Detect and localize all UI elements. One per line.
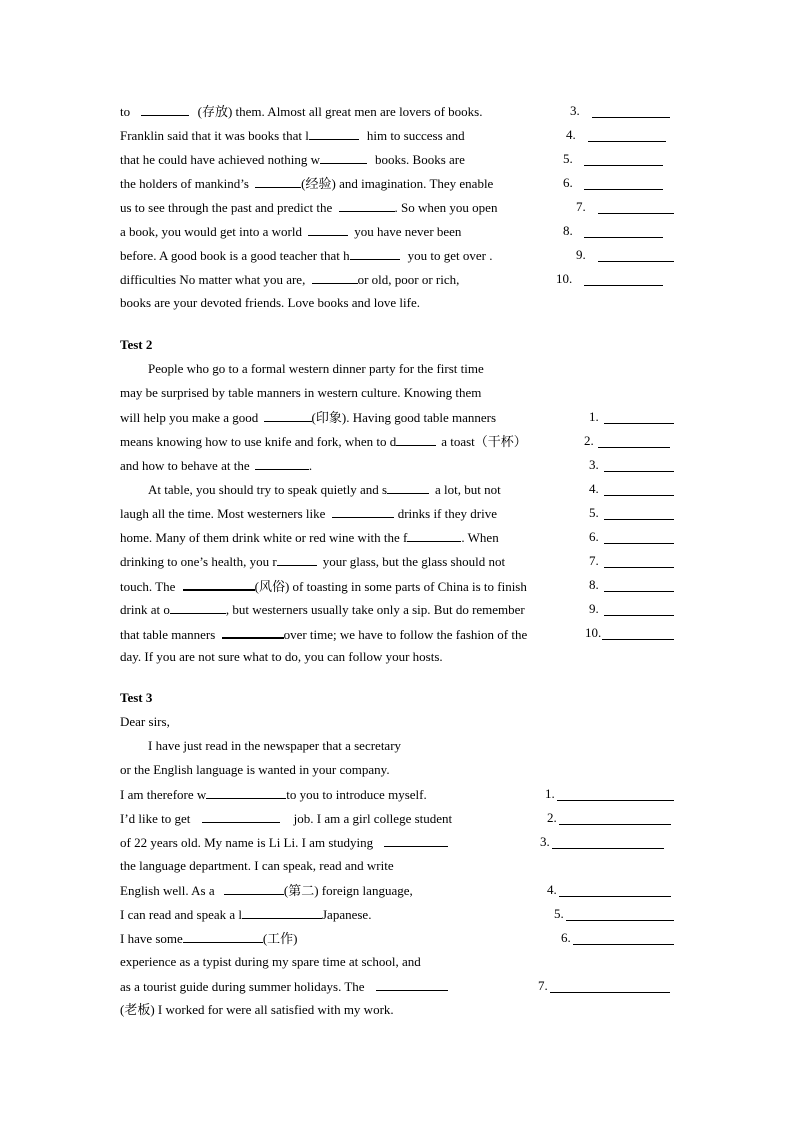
answer-blank[interactable] bbox=[598, 261, 674, 262]
text-line: I have some (工作) bbox=[120, 931, 298, 946]
text-line: that he could have achieved nothing w books. Books are bbox=[120, 152, 465, 167]
answer-number: 2. bbox=[584, 433, 594, 448]
answer-number: 8. bbox=[589, 577, 599, 592]
answer-blank[interactable] bbox=[584, 285, 663, 286]
answer-blank[interactable] bbox=[604, 591, 674, 592]
answer-blank[interactable] bbox=[559, 896, 671, 897]
answer-number: 4. bbox=[547, 882, 557, 897]
answer-blank[interactable] bbox=[598, 447, 670, 448]
answer-number: 2. bbox=[547, 810, 557, 825]
inline-blank[interactable] bbox=[384, 834, 448, 847]
inline-blank[interactable] bbox=[222, 625, 284, 639]
inline-blank[interactable] bbox=[312, 271, 358, 284]
answer-blank[interactable] bbox=[584, 237, 663, 238]
text-line: laugh all the time. Most westerners like drinks if they drive bbox=[120, 506, 497, 521]
answer-number: 7. bbox=[538, 978, 548, 993]
text-line: as a tourist guide during summer holidays. The bbox=[120, 978, 448, 995]
text-line: means knowing how to use knife and fork, when to d a toast（干杯） bbox=[120, 434, 527, 449]
answer-number: 10. bbox=[585, 625, 602, 640]
inline-blank[interactable] bbox=[308, 223, 348, 236]
text-line: Dear sirs, bbox=[120, 714, 170, 729]
answer-number: 10. bbox=[556, 271, 573, 286]
inline-blank[interactable] bbox=[141, 103, 189, 116]
answer-number: 3. bbox=[589, 457, 599, 472]
inline-blank[interactable] bbox=[407, 529, 461, 542]
answer-number: 1. bbox=[545, 786, 555, 801]
text-line: At table, you should try to speak quietly and s a lot, but not bbox=[148, 482, 501, 497]
answer-blank[interactable] bbox=[604, 615, 674, 616]
text-line: difficulties No matter what you are, or old, poor or rich, bbox=[120, 272, 460, 287]
text-line: People who go to a formal western dinner party for the first time bbox=[148, 361, 484, 376]
answer-blank[interactable] bbox=[550, 992, 670, 993]
inline-blank[interactable] bbox=[376, 978, 448, 991]
answer-number: 3. bbox=[570, 103, 580, 118]
answer-number: 3. bbox=[540, 834, 550, 849]
text-line: drinking to one’s health, you r your glass, but the glass should not bbox=[120, 554, 506, 569]
inline-blank[interactable] bbox=[387, 481, 429, 494]
text-line: English well. As a (第二) foreign language, bbox=[120, 883, 413, 898]
answer-blank[interactable] bbox=[566, 920, 674, 921]
text-line: or the English language is wanted in your company. bbox=[120, 762, 390, 777]
inline-blank[interactable] bbox=[277, 553, 317, 566]
text-line: will help you make a good (印象). Having good table manners bbox=[120, 410, 497, 425]
inline-blank[interactable] bbox=[396, 433, 436, 446]
text-line: us to see through the past and predict the . So when you open bbox=[120, 200, 498, 215]
text-line: books are your devoted friends. Love books and love life. bbox=[120, 295, 421, 310]
answer-blank[interactable] bbox=[573, 944, 674, 945]
text-line: the language department. I can speak, read and write bbox=[120, 858, 394, 873]
text-line: to (存放) them. Almost all great men are lovers of books. bbox=[120, 104, 483, 119]
answer-blank[interactable] bbox=[559, 824, 671, 825]
inline-blank[interactable] bbox=[202, 810, 280, 823]
inline-blank[interactable] bbox=[264, 409, 312, 422]
answer-blank[interactable] bbox=[604, 495, 674, 496]
answer-number: 6. bbox=[561, 930, 571, 945]
answer-number: 4. bbox=[566, 127, 576, 142]
inline-blank[interactable] bbox=[332, 505, 394, 518]
inline-blank[interactable] bbox=[255, 457, 309, 470]
answer-number: 1. bbox=[589, 409, 599, 424]
text-line: the holders of mankind’s (经验) and imagination. They enable bbox=[120, 176, 494, 191]
answer-number: 5. bbox=[589, 505, 599, 520]
section-heading: Test 2 bbox=[120, 337, 153, 352]
text-line: I am therefore w to you to introduce myself. bbox=[120, 787, 427, 802]
answer-blank[interactable] bbox=[602, 639, 674, 640]
text-line: of 22 years old. My name is Li Li. I am studying bbox=[120, 834, 448, 851]
answer-number: 7. bbox=[589, 553, 599, 568]
inline-blank[interactable] bbox=[183, 930, 263, 943]
text-line: a book, you would get into a world you have never been bbox=[120, 224, 462, 239]
answer-blank[interactable] bbox=[598, 213, 674, 214]
inline-blank[interactable] bbox=[242, 906, 322, 919]
answer-blank[interactable] bbox=[552, 848, 664, 849]
answer-blank[interactable] bbox=[584, 165, 663, 166]
text-line: (老板) I worked for were all satisfied with my work. bbox=[120, 1002, 394, 1017]
answer-number: 8. bbox=[563, 223, 573, 238]
answer-blank[interactable] bbox=[557, 800, 674, 801]
inline-blank[interactable] bbox=[339, 199, 395, 212]
inline-blank[interactable] bbox=[309, 127, 359, 140]
text-line: day. If you are not sure what to do, you can follow your hosts. bbox=[120, 649, 443, 664]
text-line: Franklin said that it was books that l him to success and bbox=[120, 128, 465, 143]
text-line: I have just read in the newspaper that a secretary bbox=[148, 738, 402, 753]
answer-number: 6. bbox=[589, 529, 599, 544]
text-line: drink at o , but westerners usually take only a sip. But do remember bbox=[120, 602, 525, 617]
text-line: and how to behave at the . bbox=[120, 458, 313, 473]
text-line: that table manners over time; we have to follow the fashion of the bbox=[120, 627, 528, 642]
text-line: experience as a typist during my spare time at school, and bbox=[120, 954, 421, 969]
answer-blank[interactable] bbox=[604, 543, 674, 544]
answer-number: 4. bbox=[589, 481, 599, 496]
text-line: may be surprised by table manners in western culture. Knowing them bbox=[120, 385, 482, 400]
section-heading: Test 3 bbox=[120, 690, 153, 705]
inline-blank[interactable] bbox=[170, 601, 226, 614]
answer-number: 7. bbox=[576, 199, 586, 214]
inline-blank[interactable] bbox=[224, 882, 284, 895]
answer-blank[interactable] bbox=[604, 471, 674, 472]
text-line: I’d like to get job. I am a girl college student bbox=[120, 811, 453, 826]
answer-number: 9. bbox=[589, 601, 599, 616]
answer-number: 5. bbox=[554, 906, 564, 921]
answer-blank[interactable] bbox=[584, 189, 663, 190]
text-line: touch. The (风俗) of toasting in some parts of China is to finish bbox=[120, 579, 527, 594]
inline-blank[interactable] bbox=[350, 247, 400, 260]
answer-number: 9. bbox=[576, 247, 586, 262]
answer-blank[interactable] bbox=[604, 423, 674, 424]
inline-blank[interactable] bbox=[320, 151, 367, 164]
text-line: before. A good book is a good teacher that h you to get over . bbox=[120, 248, 493, 263]
answer-blank[interactable] bbox=[604, 519, 674, 520]
answer-blank[interactable] bbox=[592, 117, 670, 118]
answer-blank[interactable] bbox=[604, 567, 674, 568]
answer-blank[interactable] bbox=[588, 141, 666, 142]
inline-blank[interactable] bbox=[183, 577, 255, 591]
inline-blank[interactable] bbox=[206, 786, 286, 799]
answer-number: 5. bbox=[563, 151, 573, 166]
text-line: I can read and speak a l Japanese. bbox=[120, 907, 372, 922]
inline-blank[interactable] bbox=[255, 175, 301, 188]
answer-number: 6. bbox=[563, 175, 573, 190]
text-line: home. Many of them drink white or red wine with the f . When bbox=[120, 530, 499, 545]
